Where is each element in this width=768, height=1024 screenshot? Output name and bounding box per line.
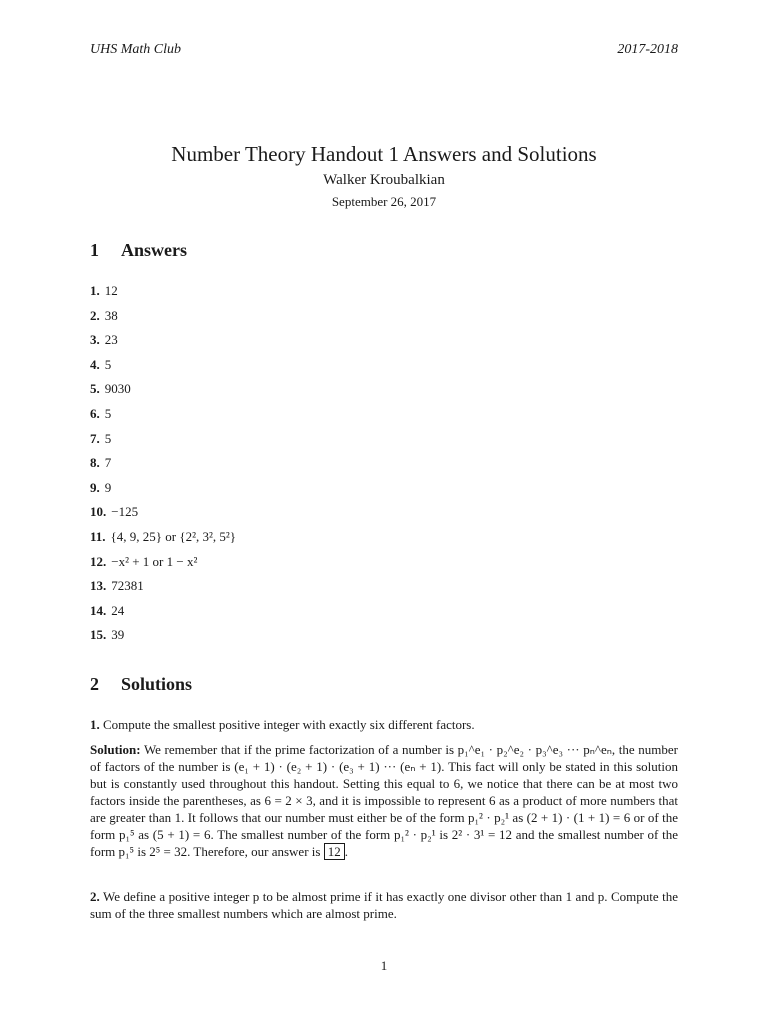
list-item: [90, 332, 690, 357]
running-header: [90, 42, 678, 58]
sentence-period: .: [344, 844, 348, 859]
list-item: [90, 627, 690, 652]
item-answer: 5: [104, 356, 112, 372]
item-answer: 7: [104, 455, 112, 471]
item-answer: −125: [111, 504, 139, 520]
page-number: 1: [380, 958, 388, 973]
list-item: [90, 431, 690, 456]
list-item: [90, 578, 690, 603]
section-heading-answers: [90, 240, 187, 261]
list-item: [90, 283, 690, 308]
item-answer: 23: [104, 332, 118, 348]
item-answer: 24: [111, 602, 125, 618]
list-item: [90, 603, 690, 628]
problem-2: [90, 888, 678, 922]
list-item: [90, 381, 690, 406]
item-number: 2.: [90, 307, 100, 323]
problem-text: Compute the smallest positive integer with exactly six different factors.: [103, 717, 475, 732]
section-heading-solutions: [90, 674, 192, 695]
answers-list: [90, 283, 690, 652]
section-title: Solutions: [121, 674, 193, 694]
list-item: [90, 406, 690, 431]
item-answer: 5: [104, 430, 112, 446]
date: September 26, 2017: [331, 194, 437, 209]
header-left: UHS Math Club: [90, 42, 181, 57]
item-number: 13.: [90, 578, 107, 594]
section-number: 2: [90, 674, 99, 694]
item-answer: 72381: [111, 578, 144, 594]
item-number: 5.: [90, 381, 100, 397]
list-item: [90, 529, 690, 554]
item-number: 6.: [90, 405, 100, 421]
item-number: 1.: [90, 283, 100, 298]
item-answer: {4, 9, 25} or {2², 3², 5²}: [110, 528, 237, 544]
problem-1: [90, 716, 678, 733]
item-number: 11.: [90, 528, 106, 544]
item-number: 7.: [90, 430, 100, 446]
item-number: 8.: [90, 455, 100, 471]
list-item: [90, 357, 690, 382]
problem-number: 1.: [90, 717, 100, 732]
item-number: 4.: [90, 356, 100, 372]
item-number: 3.: [90, 332, 100, 348]
item-number: 9.: [90, 479, 100, 495]
solution-body: We remember that if the prime factorization of a number is p₁^e₁ · p₂^e₂ · p₃^e₃ ··· pₙ^eₙ, the number of factors of the number is (e₁ + 1) · (e₂ + 1) · (e₃ + 1) ··· (eₙ + 1). This fact will only be stated in this solution but is constantly used throughout this handout. Setting this equal to 6, we notice that there can be at most two factors inside the parentheses, as 6 = 2 × 3, and it is impossible to represent 6 as a product of more numbers that are greater than 1. It follows that our number must either be of the form p₁² · p₂¹ as (2 + 1) · (1 + 1) = 6 or of the form p₁⁵ as (5 + 1) = 6. The smallest number of the form p₁² · p₂¹ is 2² · 3¹ = 12 and the smallest number of the form p₁⁵ is 2⁵ = 32. Therefore, our answer is: [90, 742, 678, 859]
item-number: 10.: [90, 504, 107, 520]
list-item: [90, 554, 690, 579]
item-answer: 9: [104, 479, 112, 495]
item-answer: 5: [104, 405, 112, 421]
item-number: 14.: [90, 602, 107, 618]
boxed-answer: 12: [324, 843, 345, 860]
solution-label: Solution:: [90, 742, 141, 757]
author: Walker Kroubalkian: [323, 172, 445, 188]
problem-number: 2.: [90, 889, 100, 904]
list-item: [90, 455, 690, 480]
list-item: [90, 308, 690, 333]
item-answer: 9030: [104, 381, 131, 397]
item-number: 12.: [90, 553, 107, 569]
item-number: 15.: [90, 627, 107, 643]
item-answer: 39: [111, 627, 125, 643]
item-answer: 12: [104, 283, 118, 298]
problem-text: We define a positive integer p to be almost prime if it has exactly one divisor other than 1 and p. Compute the sum of the three smallest numbers which are almost prime.: [90, 889, 679, 921]
header-right: 2017-2018: [617, 42, 678, 57]
list-item: [90, 504, 690, 529]
item-answer: 38: [104, 307, 118, 323]
title-block: [0, 141, 768, 210]
list-item: [90, 480, 690, 505]
item-answer: −x² + 1 or 1 − x²: [111, 553, 198, 569]
section-title: Answers: [121, 240, 187, 260]
document-title: Number Theory Handout 1 Answers and Solutions: [171, 142, 597, 166]
solution-1: [90, 741, 678, 860]
section-number: 1: [90, 240, 99, 260]
